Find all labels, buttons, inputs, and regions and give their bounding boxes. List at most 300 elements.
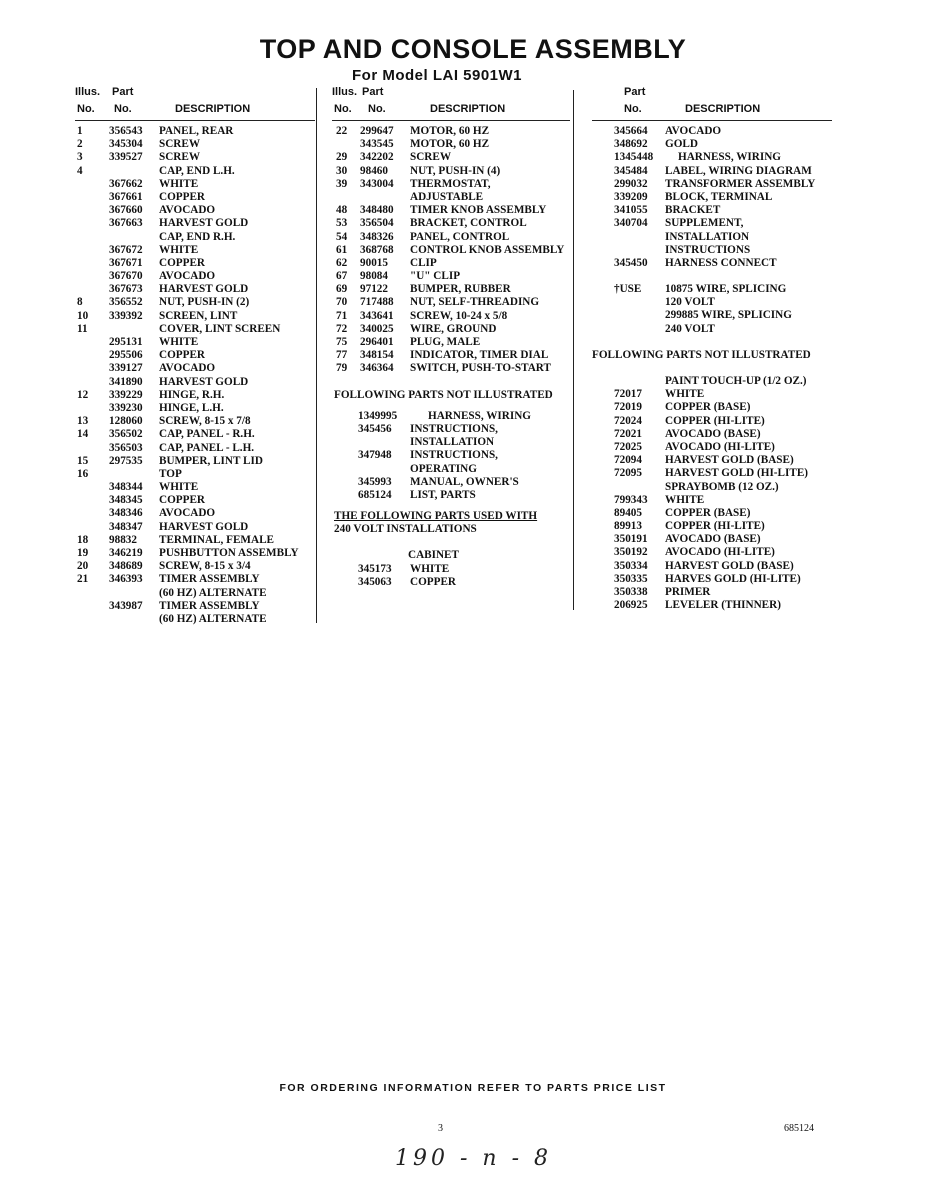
part-description: HARNESS, WIRING [678, 151, 781, 164]
illus-number: 69 [336, 283, 348, 296]
table-row [332, 362, 570, 375]
part-description: NUT, PUSH-IN (2) [159, 296, 250, 309]
part-description: WIRE, GROUND [410, 322, 497, 335]
part-description: CAP, PANEL - L.H. [159, 441, 255, 454]
part-number: 340704 [614, 217, 648, 230]
part-number: 295506 [109, 349, 143, 362]
table-row [332, 423, 570, 436]
illus-number: 21 [77, 573, 89, 586]
part-description: COPPER (HI-LITE) [665, 414, 765, 427]
part-description: NUT, SELF-THREADING [410, 296, 540, 309]
part-description: COPPER [159, 349, 205, 362]
illus-number: 14 [77, 428, 89, 441]
part-no-header: No. [368, 103, 386, 115]
part-number: 72024 [614, 414, 642, 427]
illus-number: 71 [336, 309, 348, 322]
part-description: INSTALLATION [410, 436, 495, 449]
page-number: 3 [438, 1123, 443, 1134]
part-description: WHITE [159, 243, 199, 256]
table-row [75, 349, 315, 362]
illus-number: 67 [336, 270, 348, 283]
table-row [75, 600, 315, 613]
table-row [332, 336, 570, 349]
part-header: Part [112, 86, 134, 98]
parts-list [332, 125, 570, 376]
parts-column-3 [592, 86, 832, 612]
part-number: 367672 [109, 243, 143, 256]
part-description: OPERATING [410, 462, 477, 475]
part-description: INDICATOR, TIMER DIAL [410, 349, 549, 362]
ordering-footer: FOR ORDERING INFORMATION REFER TO PARTS PRICE LIST [279, 1082, 667, 1094]
table-row [75, 494, 315, 507]
part-description: WHITE [159, 481, 199, 494]
table-row [592, 125, 832, 138]
part-number: 367662 [109, 177, 143, 190]
part-number: 97122 [360, 283, 388, 296]
part-description: TRANSFORMER ASSEMBLY [665, 177, 816, 190]
table-row [75, 613, 315, 626]
part-description: TOP [159, 467, 182, 480]
part-description: HARVEST GOLD (BASE) [665, 454, 794, 467]
part-description: WHITE [159, 336, 199, 348]
illus-number: 75 [336, 336, 348, 348]
table-row [75, 534, 315, 547]
part-description: PANEL, REAR [159, 125, 234, 137]
parts-list [592, 283, 832, 336]
part-number: 299032 [614, 177, 648, 190]
table-row [75, 547, 315, 560]
table-row [332, 576, 570, 589]
parts-list [592, 388, 832, 612]
part-description: HARVEST GOLD (HI-LITE) [665, 467, 809, 480]
part-number: 367660 [109, 204, 143, 217]
part-number: 343004 [360, 177, 394, 190]
part-number: 339392 [109, 309, 143, 322]
part-number: 348692 [614, 138, 648, 151]
part-description: COVER, LINT SCREEN [159, 322, 281, 335]
part-number: 345173 [358, 562, 392, 575]
table-row [332, 296, 570, 309]
part-description: HARVEST GOLD [159, 375, 249, 388]
part-description: LABEL, WIRING DIAGRAM [665, 164, 812, 177]
description-header: DESCRIPTION [685, 103, 761, 115]
table-row [75, 178, 315, 191]
table-row [592, 428, 832, 441]
table-row [75, 428, 315, 441]
part-number: 350338 [614, 586, 648, 598]
parts-column-2 [332, 86, 570, 589]
part-description: COPPER [159, 494, 205, 507]
part-description: HARNESS, WIRING [428, 409, 531, 422]
table-row [332, 563, 570, 576]
part-description: GOLD [665, 138, 698, 151]
part-description: PRIMER [665, 586, 711, 598]
table-row [332, 270, 570, 283]
table-row [332, 349, 570, 362]
table-row [332, 217, 570, 230]
table-row [332, 410, 570, 423]
document-number: 685124 [784, 1123, 814, 1134]
part-number: 295131 [109, 336, 143, 348]
table-row [592, 178, 832, 191]
table-row [75, 323, 315, 336]
part-description: 299885 WIRE, SPLICING [665, 309, 792, 322]
parts-list [75, 125, 315, 626]
part-description: HARNESS CONNECT [665, 256, 777, 269]
part-description: INSTRUCTIONS, [410, 422, 498, 435]
part-description: WHITE [665, 493, 705, 506]
header-rule [592, 120, 832, 121]
table-row [332, 436, 570, 449]
table-row [592, 191, 832, 204]
table-row [592, 481, 832, 494]
part-number: 98832 [109, 533, 137, 546]
illus-number: 2 [77, 138, 83, 151]
table-row [75, 336, 315, 349]
part-description: SCREW [159, 151, 201, 164]
part-number: 348480 [360, 204, 394, 217]
part-number: 348154 [360, 349, 394, 362]
table-row [592, 494, 832, 507]
part-number: 345456 [358, 422, 392, 435]
table-row [75, 165, 315, 178]
table-row [332, 138, 570, 151]
part-number: 347948 [358, 449, 392, 462]
illus-number: 22 [336, 125, 348, 137]
table-row [332, 178, 570, 191]
part-number: 367661 [109, 190, 143, 203]
table-row [592, 586, 832, 599]
part-number: 345664 [614, 125, 648, 137]
table-row [592, 467, 832, 480]
table-row [75, 402, 315, 415]
part-number: 350191 [614, 533, 648, 546]
part-number: 72025 [614, 440, 642, 453]
part-number: 345450 [614, 256, 648, 269]
part-number: 89405 [614, 506, 642, 519]
part-number: 339527 [109, 151, 143, 164]
part-number: 345304 [109, 138, 143, 151]
part-number: 346393 [109, 573, 143, 586]
part-description: PUSHBUTTON ASSEMBLY [159, 547, 299, 559]
part-description: AVOCADO (HI-LITE) [665, 440, 775, 453]
table-row [592, 441, 832, 454]
part-number: 348689 [109, 560, 143, 573]
part-number: 717488 [360, 296, 394, 309]
part-number: 345484 [614, 164, 648, 177]
part-number: 341890 [109, 375, 143, 388]
part-description: AVOCADO [665, 125, 722, 137]
illus-number: 15 [77, 454, 89, 467]
part-description: COPPER (HI-LITE) [665, 520, 765, 533]
part-description: COPPER [159, 256, 205, 269]
parts-list [332, 563, 570, 589]
part-description: PANEL, CONTROL [410, 230, 510, 243]
part-number: 72094 [614, 454, 642, 467]
part-description: BLOCK, TERMINAL [665, 190, 773, 203]
table-row [592, 231, 832, 244]
parts-column-1 [75, 86, 315, 626]
illus-number: 3 [77, 151, 83, 164]
table-row [332, 283, 570, 296]
part-number: 345993 [358, 475, 392, 488]
part-description: SPRAYBOMB (12 OZ.) [665, 480, 779, 493]
subgroup-heading: PAINT TOUCH-UP (1/2 OZ.) [665, 375, 807, 387]
part-description: BRACKET [665, 204, 721, 217]
part-number: 340025 [360, 322, 394, 335]
illus-number: 48 [336, 204, 348, 217]
illus-header: Illus. [332, 86, 358, 98]
part-number: 89913 [614, 520, 642, 533]
table-row [75, 231, 315, 244]
table-row [592, 151, 832, 164]
part-description: CAP, END R.H. [159, 230, 236, 243]
part-number: 72017 [614, 388, 642, 401]
part-number: 346364 [360, 362, 394, 375]
column-header [332, 86, 570, 120]
table-row [75, 257, 315, 270]
illus-number: 12 [77, 388, 89, 401]
table-row [75, 455, 315, 468]
table-row [75, 296, 315, 309]
part-description: TERMINAL, FEMALE [159, 533, 274, 546]
table-row [592, 507, 832, 520]
table-row [592, 560, 832, 573]
table-row [592, 283, 832, 296]
table-row [592, 454, 832, 467]
table-row [332, 231, 570, 244]
part-description: MANUAL, OWNER'S [410, 475, 519, 488]
table-row [592, 217, 832, 230]
illus-number: 11 [77, 322, 88, 335]
illus-number: 19 [77, 547, 89, 559]
part-description: 240 VOLT [665, 322, 715, 335]
part-description: CONTROL KNOB ASSEMBLY [410, 243, 565, 256]
part-description: AVOCADO [159, 204, 216, 217]
table-row [75, 310, 315, 323]
parts-list [332, 410, 570, 502]
table-row [592, 599, 832, 612]
description-header: DESCRIPTION [175, 103, 251, 115]
table-row [332, 476, 570, 489]
illus-number: 1 [77, 125, 83, 137]
part-description: SCREEN, LINT [159, 309, 238, 322]
part-number: 339209 [614, 190, 648, 203]
illus-number: 18 [77, 533, 89, 546]
part-number: 348345 [109, 494, 143, 507]
part-number: 72021 [614, 427, 642, 440]
part-number: 299647 [360, 125, 394, 137]
part-description: SCREW, 10-24 x 5/8 [410, 309, 508, 322]
header-rule [75, 120, 315, 121]
part-description: HARVEST GOLD [159, 217, 249, 230]
table-row [332, 191, 570, 204]
part-description: NUT, PUSH-IN (4) [410, 164, 501, 177]
part-description: LEVELER (THINNER) [665, 599, 781, 612]
table-row [75, 573, 315, 586]
part-description: CAP, END L.H. [159, 164, 235, 177]
part-number: 367673 [109, 283, 143, 296]
part-description: HARVES GOLD (HI-LITE) [665, 572, 801, 585]
table-row [332, 125, 570, 138]
part-description: 10875 WIRE, SPLICING [665, 283, 787, 296]
part-number: 356504 [360, 217, 394, 230]
part-number: 343641 [360, 309, 394, 322]
table-row [75, 204, 315, 217]
section-heading: FOLLOWING PARTS NOT ILLUSTRATED [334, 388, 553, 401]
parts-list [592, 125, 832, 270]
table-row [332, 257, 570, 270]
header-rule [332, 120, 570, 121]
table-row [332, 204, 570, 217]
part-number: 367670 [109, 270, 143, 283]
illus-number: 10 [77, 309, 89, 322]
table-row [75, 376, 315, 389]
part-number: 72095 [614, 467, 642, 480]
part-number: 350335 [614, 572, 648, 585]
illus-number: 30 [336, 164, 348, 177]
part-no-header: No. [114, 103, 132, 115]
part-description: HINGE, R.H. [159, 388, 225, 401]
part-number: 348347 [109, 520, 143, 533]
part-description: WHITE [159, 177, 199, 190]
part-description: HARVEST GOLD (BASE) [665, 559, 794, 572]
part-number: 339230 [109, 401, 143, 414]
illus-number: 4 [77, 164, 83, 177]
part-description: AVOCADO (BASE) [665, 533, 761, 546]
part-header: Part [362, 86, 384, 98]
part-number: 685124 [358, 488, 392, 501]
part-number: 98460 [360, 164, 388, 177]
illus-header: Illus. [75, 86, 101, 98]
part-number: 128060 [109, 415, 143, 428]
column-header [75, 86, 315, 120]
part-description: COPPER [410, 575, 456, 588]
part-number: 343545 [360, 138, 394, 151]
table-row [592, 546, 832, 559]
part-header: Part [624, 86, 646, 98]
table-row [75, 521, 315, 534]
part-number: 90015 [360, 256, 388, 269]
page-subtitle: For Model LAI 5901W1 [352, 67, 523, 84]
illus-number: 77 [336, 349, 348, 362]
table-row [592, 309, 832, 322]
part-number: †USE [614, 283, 642, 296]
table-row [75, 560, 315, 573]
part-description: THERMOSTAT, [410, 177, 491, 190]
part-description: WHITE [665, 388, 705, 401]
illus-number: 20 [77, 560, 89, 573]
table-row [332, 323, 570, 336]
part-number: 368768 [360, 243, 394, 256]
part-number: 356543 [109, 125, 143, 137]
part-number: 296401 [360, 336, 394, 348]
table-row [75, 125, 315, 138]
part-description: HARVEST GOLD [159, 283, 249, 296]
part-number: 339229 [109, 388, 143, 401]
part-description: MOTOR, 60 HZ [410, 125, 490, 137]
table-row [592, 388, 832, 401]
table-row [75, 362, 315, 375]
part-description: CLIP [410, 256, 437, 269]
part-number: 350192 [614, 546, 648, 559]
part-description: WHITE [410, 562, 450, 575]
section-heading: THE FOLLOWING PARTS USED WITH [334, 510, 538, 523]
part-description: SCREW [410, 151, 452, 164]
table-row [332, 449, 570, 462]
part-number: 346219 [109, 547, 143, 559]
part-number: 297535 [109, 454, 143, 467]
part-number: 342202 [360, 151, 394, 164]
table-row [75, 138, 315, 151]
section-heading: FOLLOWING PARTS NOT ILLUSTRATED [592, 348, 811, 361]
part-description: INSTALLATION [665, 230, 750, 243]
handwritten-note: 190 - n - 8 [395, 1146, 552, 1171]
part-description: TIMER KNOB ASSEMBLY [410, 204, 547, 217]
table-row [75, 217, 315, 230]
illus-number: 29 [336, 151, 348, 164]
table-row [75, 415, 315, 428]
part-number: 348326 [360, 230, 394, 243]
table-row [75, 191, 315, 204]
part-description: LIST, PARTS [410, 488, 476, 501]
part-description: SCREW [159, 138, 201, 151]
part-description: COPPER (BASE) [665, 506, 751, 519]
part-number: 343987 [109, 599, 143, 612]
table-row [332, 151, 570, 164]
table-row [592, 415, 832, 428]
part-description: HARVEST GOLD [159, 520, 249, 533]
table-row [592, 138, 832, 151]
part-description: AVOCADO [159, 362, 216, 375]
table-row [592, 573, 832, 586]
part-description: BUMPER, RUBBER [410, 283, 511, 296]
table-row [75, 389, 315, 402]
illus-number: 13 [77, 415, 89, 428]
table-row [592, 323, 832, 336]
part-number: 72019 [614, 401, 642, 414]
part-number: 348346 [109, 507, 143, 520]
part-number: 350334 [614, 559, 648, 572]
part-number: 98084 [360, 270, 388, 283]
part-number: 367663 [109, 217, 143, 230]
illus-number: 62 [336, 256, 348, 269]
part-description: COPPER [159, 190, 205, 203]
column-divider [573, 90, 574, 610]
part-number: 356552 [109, 296, 143, 309]
part-number: 339127 [109, 362, 143, 375]
illus-number: 16 [77, 467, 89, 480]
illus-number: 70 [336, 296, 348, 309]
table-row [75, 270, 315, 283]
illus-number: 53 [336, 217, 348, 230]
part-description: "U" CLIP [410, 270, 461, 283]
illus-no-header: No. [77, 103, 95, 115]
illus-number: 79 [336, 362, 348, 375]
part-description: INSTRUCTIONS, [410, 449, 498, 462]
table-row [332, 489, 570, 502]
table-row [75, 507, 315, 520]
table-row [332, 310, 570, 323]
section-heading: 240 VOLT INSTALLATIONS [334, 523, 477, 536]
part-description: PLUG, MALE [410, 336, 481, 348]
table-row [332, 463, 570, 476]
part-description: COPPER (BASE) [665, 401, 751, 414]
subgroup-heading: CABINET [408, 549, 459, 562]
part-description: AVOCADO (HI-LITE) [665, 546, 775, 559]
part-description: ADJUSTABLE [410, 190, 484, 203]
table-row [592, 296, 832, 309]
